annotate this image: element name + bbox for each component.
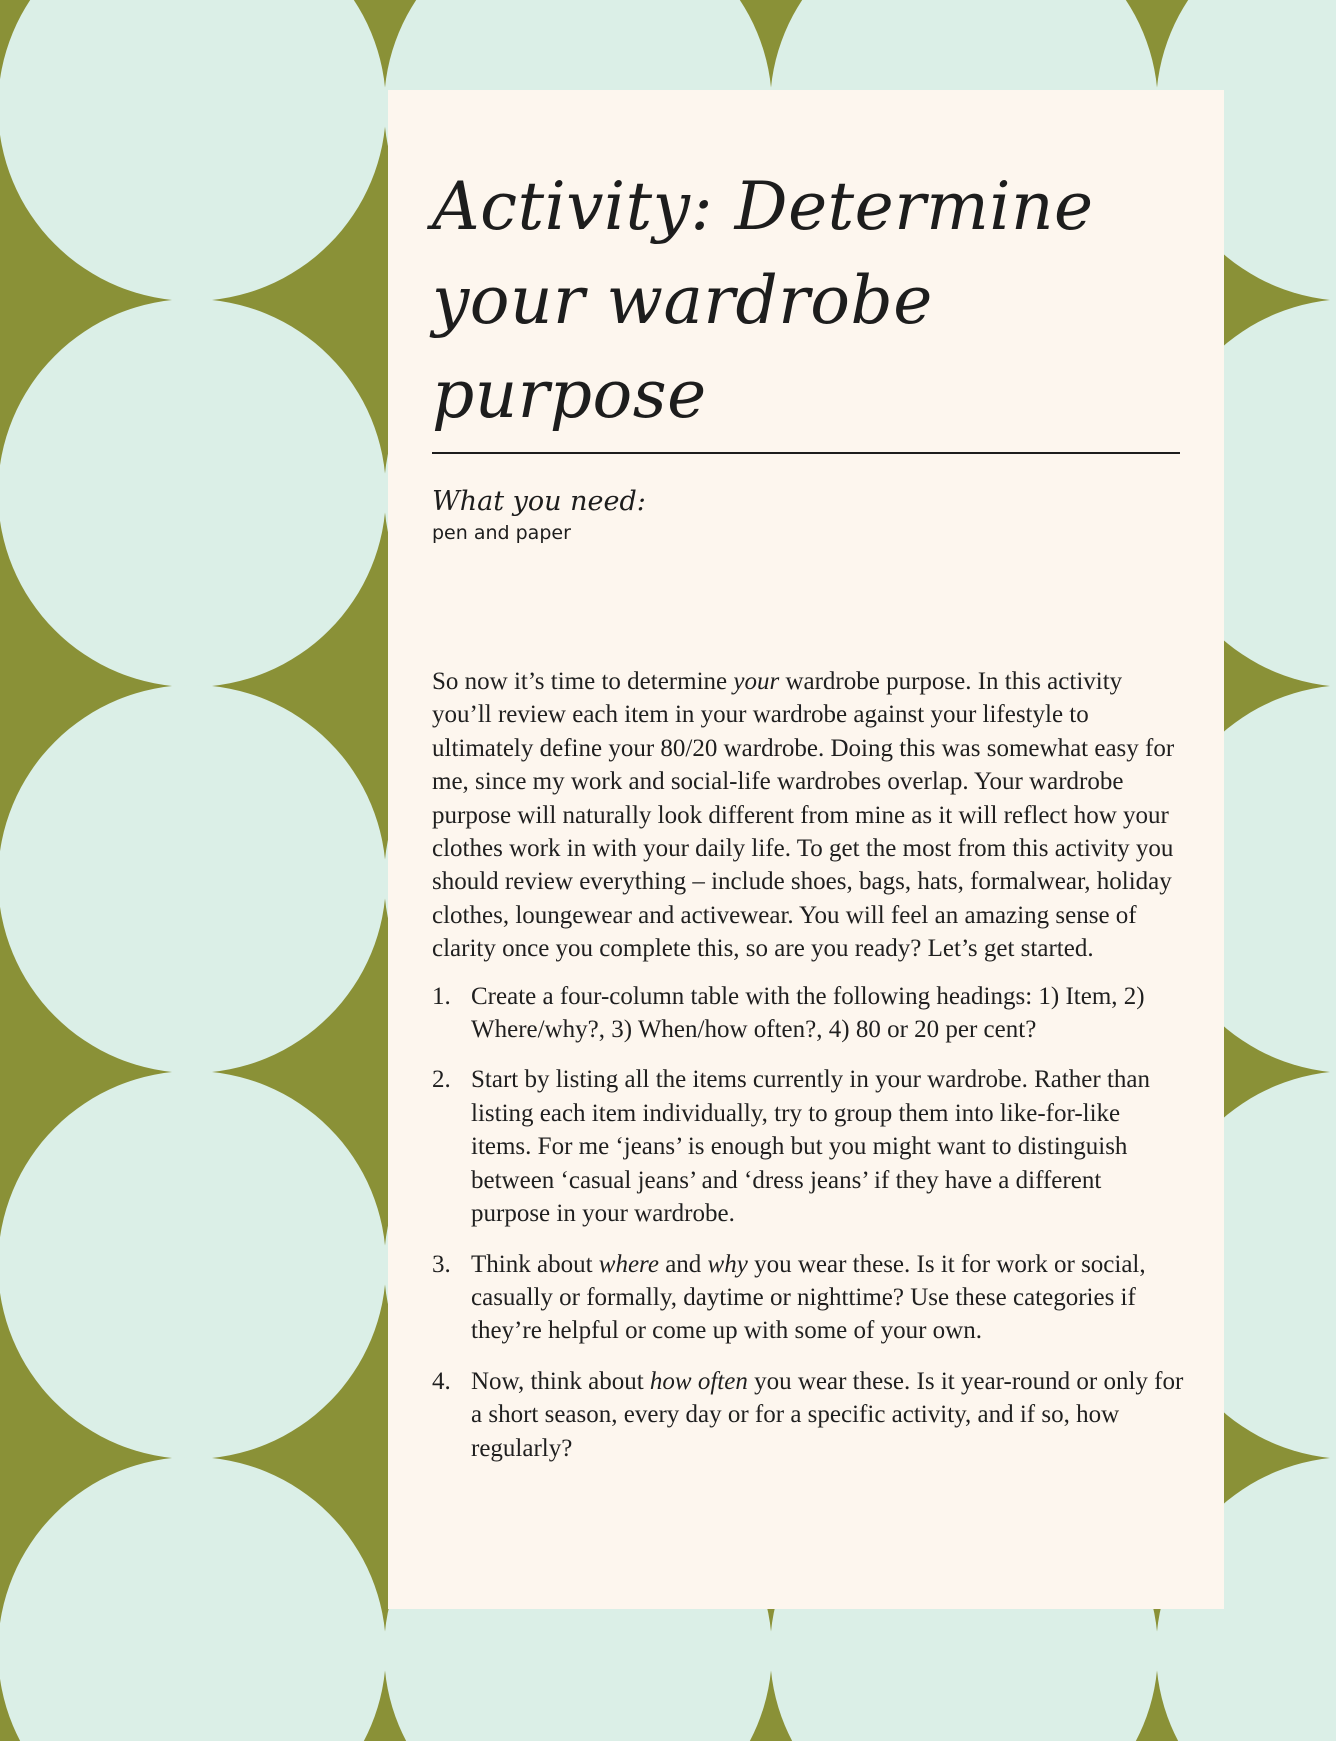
decorative-circle: [0, 299, 386, 687]
what-you-need-heading: What you need:: [432, 486, 646, 517]
step-number: 1.: [432, 982, 451, 1010]
step-emphasis-where: where: [598, 1250, 659, 1278]
step-text: Start by listing all the items currently in your wardrobe. Rather than listing each item individually, try to group them into like-for-like items. For me ‘jeans’ is enough but you might want to distinguish between ‘casual jeans’ and ‘dress jeans’ if they have a different purpose in your wardrobe.: [471, 1066, 1151, 1228]
step-item: [432, 980, 1184, 1047]
title-line-1: Activity: Determine: [432, 168, 1094, 245]
step-text-part: you wear these. Is it for work or social, casually or formally, daytime or nighttime? Use these categories if they’re helpful or come up with some of your own.: [471, 1250, 1146, 1345]
step-text-part: Now, think about: [471, 1367, 650, 1395]
step-text-part: Think about: [471, 1250, 599, 1278]
title-divider: [432, 452, 1180, 454]
intro-emphasis: your: [733, 668, 780, 695]
activity-card: [388, 90, 1224, 1609]
intro-paragraph: [432, 665, 1184, 966]
step-item: [432, 1248, 1184, 1348]
step-number: 2.: [432, 1066, 451, 1094]
step-number: 3.: [432, 1250, 451, 1278]
what-you-need-items: pen and paper: [432, 522, 571, 544]
steps-list: [432, 980, 1184, 1465]
step-item: [432, 1063, 1184, 1230]
step-text: Create a four-column table with the following headings: 1) Item, 2) Where/why?, 3) When/how often?, 4) 80 or 20 per cent?: [471, 982, 1145, 1044]
step-text: [471, 1365, 1184, 1465]
title-line-2: your wardrobe purpose: [432, 262, 933, 433]
step-emphasis-how-often: how often: [649, 1367, 748, 1395]
step-text-part: you wear these. Is it year-round or only for a short season, every day or for a specific activity, and if so, how regularly?: [471, 1367, 1184, 1462]
step-number: 4.: [432, 1367, 451, 1395]
intro-text-start: So now it’s time to determine: [432, 668, 734, 695]
step-text: [471, 1248, 1184, 1348]
decorative-circle: [0, 685, 386, 1073]
decorative-circle: [0, 1071, 386, 1459]
step-text-part: and: [658, 1250, 708, 1278]
page-title: [432, 160, 1180, 442]
step-emphasis-why: why: [707, 1250, 748, 1278]
intro-text-rest: wardrobe purpose. In this activity you’ll review each item in your wardrobe against your lifestyle to ultimately define your 80/20 wardrobe. Doing this was somewhat easy for me, since my work and social-life wardrobes overlap. Your wardrobe purpose will naturally look different from mine as it will reflect how your clothes work in with your daily life. To get the most from this activity you should review everything – include shoes, bags, hats, formalwear, holiday clothes, loungewear and activewear. You will feel an amazing sense of clarity once you complete this, so are you ready? Let’s get started.: [432, 668, 1175, 963]
step-item: [432, 1365, 1184, 1465]
